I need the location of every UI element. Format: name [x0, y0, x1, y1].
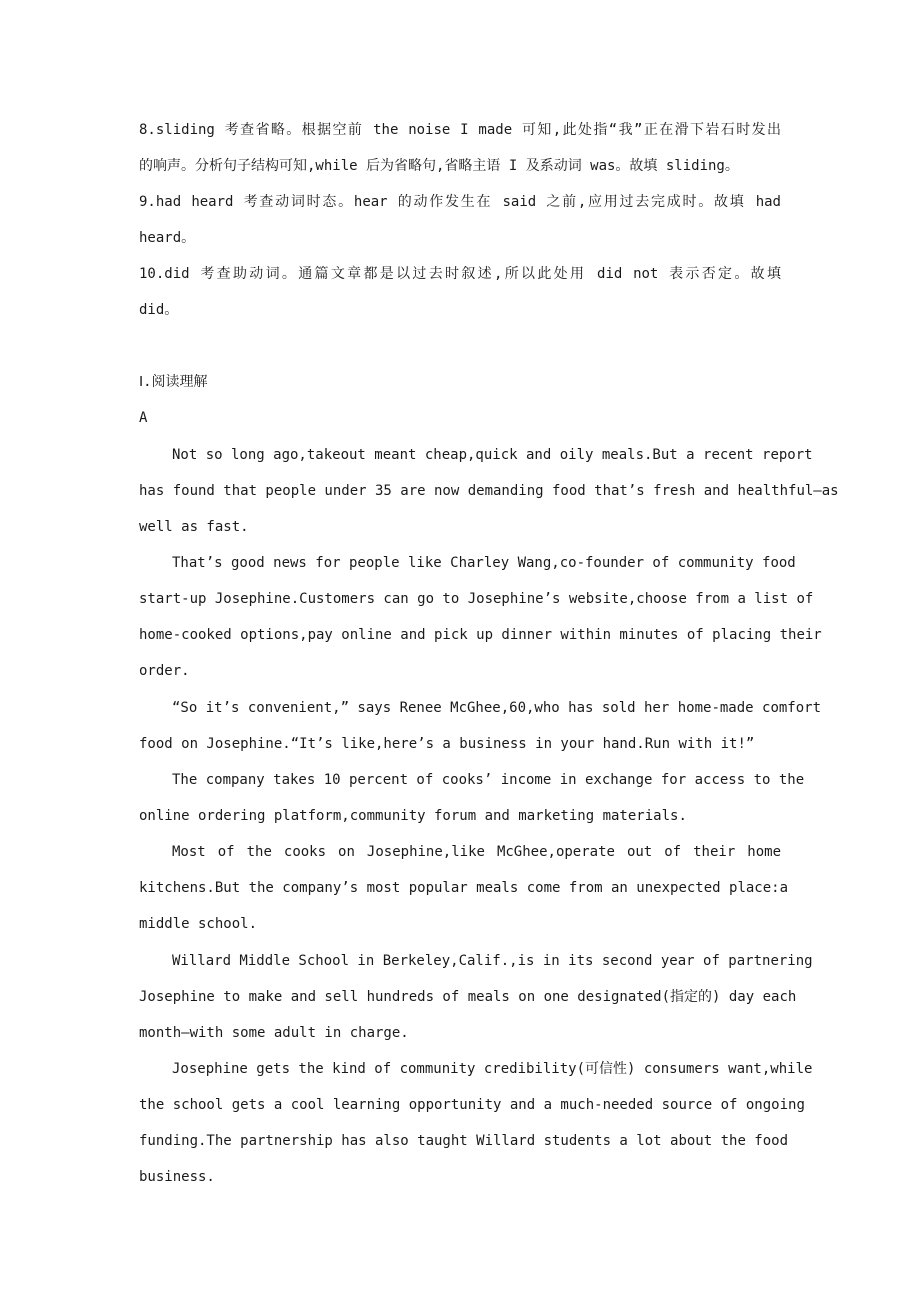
section-heading: Ⅰ.阅读理解 [139, 374, 208, 390]
paragraph-5-line-2: kitchens.But the company’s most popular meals come from an unexpected place:a [139, 880, 789, 896]
answer-8-line-2: 的响声。分析句子结构可知,while 后为省略句,省略主语 I 及系动词 was。故填 sliding。 [139, 158, 739, 174]
paragraph-5-line-1: Most of the cooks on Josephine,like McGhee,operate out of their home [172, 844, 781, 860]
paragraph-2-line-1: That’s good news for people like Charley Wang,co-founder of community food [172, 555, 796, 571]
answer-10-line-2: did。 [139, 302, 179, 318]
paragraph-6-line-1: Willard Middle School in Berkeley,Calif.,is in its second year of partnering [172, 953, 813, 969]
passage-label: A [139, 410, 148, 426]
paragraph-1-line-1: Not so long ago,takeout meant cheap,quick and oily meals.But a recent report [172, 447, 813, 463]
paragraph-7-line-2: the school gets a cool learning opportunity and a much-needed source of ongoing [139, 1097, 805, 1113]
paragraph-2-line-2: start-up Josephine.Customers can go to Josephine’s website,choose from a list of [139, 591, 814, 607]
answer-9-line-1: 9.had heard 考查动词时态。hear 的动作发生在 said 之前,应用过去完成时。故填 had [139, 194, 781, 210]
paragraph-7-line-3: funding.The partnership has also taught Willard students a lot about the food [139, 1133, 789, 1149]
paragraph-1-line-3: well as fast. [139, 519, 249, 535]
paragraph-7-line-4: business. [139, 1169, 215, 1185]
paragraph-6-line-2: Josephine to make and sell hundreds of meals on one designated(指定的) day each [139, 989, 797, 1005]
answer-8-line-1: 8.sliding 考查省略。根据空前 the noise I made 可知,此处指“我”正在滑下岩石时发出 [139, 122, 781, 138]
paragraph-1-line-2: has found that people under 35 are now demanding food that’s fresh and healthful—as [139, 483, 839, 499]
paragraph-7-line-1: Josephine gets the kind of community credibility(可信性) consumers want,while [172, 1061, 813, 1077]
paragraph-3-line-1: “So it’s convenient,” says Renee McGhee,60,who has sold her home-made comfort [172, 700, 822, 716]
paragraph-3-line-2: food on Josephine.“It’s like,here’s a business in your hand.Run with it!” [139, 736, 755, 752]
paragraph-2-line-4: order. [139, 663, 190, 679]
paragraph-4-line-2: online ordering platform,community forum and marketing materials. [139, 808, 687, 824]
answer-9-line-2: heard。 [139, 230, 196, 246]
paragraph-2-line-3: home-cooked options,pay online and pick up dinner within minutes of placing their [139, 627, 822, 643]
answer-10-line-1: 10.did 考查助动词。通篇文章都是以过去时叙述,所以此处用 did not 表示否定。故填 [139, 266, 781, 282]
paragraph-6-line-3: month—with some adult in charge. [139, 1025, 409, 1041]
paragraph-5-line-3: middle school. [139, 916, 258, 932]
paragraph-4-line-1: The company takes 10 percent of cooks’ income in exchange for access to the [172, 772, 805, 788]
